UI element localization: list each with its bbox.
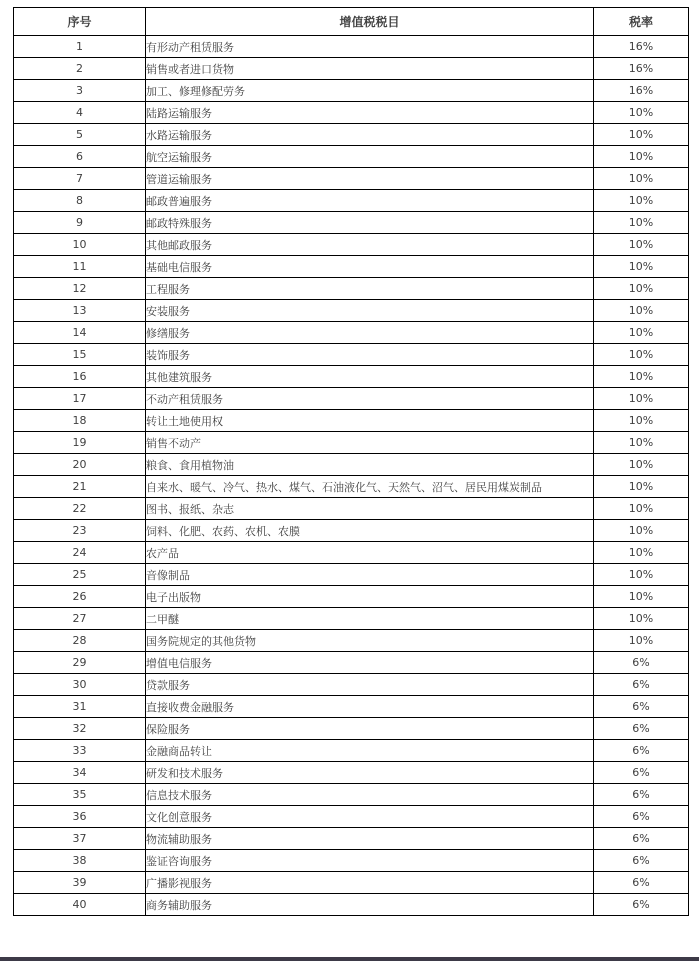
table-row xyxy=(14,432,689,454)
row-number-cell: 24 xyxy=(14,542,146,564)
row-rate-cell: 6% xyxy=(594,894,689,916)
row-number-cell: 36 xyxy=(14,806,146,828)
table-row xyxy=(14,762,689,784)
table-row xyxy=(14,894,689,916)
row-item-cell: 转让土地使用权 xyxy=(146,410,594,432)
row-number-cell: 30 xyxy=(14,674,146,696)
row-number-cell: 18 xyxy=(14,410,146,432)
table-row xyxy=(14,410,689,432)
row-item-cell: 陆路运输服务 xyxy=(146,102,594,124)
table-row xyxy=(14,674,689,696)
table-row xyxy=(14,36,689,58)
table-row xyxy=(14,58,689,80)
header-col-item: 增值税税目 xyxy=(146,8,594,36)
table-row xyxy=(14,652,689,674)
header-col-rate: 税率 xyxy=(594,8,689,36)
table-row xyxy=(14,388,689,410)
row-rate-cell: 10% xyxy=(594,146,689,168)
table-row xyxy=(14,234,689,256)
table-row xyxy=(14,476,689,498)
table-header-row xyxy=(14,8,689,36)
table-row xyxy=(14,190,689,212)
row-number-cell: 4 xyxy=(14,102,146,124)
row-item-cell: 有形动产租赁服务 xyxy=(146,36,594,58)
row-rate-cell: 10% xyxy=(594,234,689,256)
row-rate-cell: 10% xyxy=(594,300,689,322)
row-number-cell: 2 xyxy=(14,58,146,80)
row-number-cell: 28 xyxy=(14,630,146,652)
row-item-cell: 电子出版物 xyxy=(146,586,594,608)
row-number-cell: 16 xyxy=(14,366,146,388)
row-item-cell: 销售或者进口货物 xyxy=(146,58,594,80)
row-item-cell: 物流辅助服务 xyxy=(146,828,594,850)
table-row xyxy=(14,454,689,476)
row-rate-cell: 6% xyxy=(594,806,689,828)
table-row xyxy=(14,278,689,300)
table-row xyxy=(14,850,689,872)
row-number-cell: 15 xyxy=(14,344,146,366)
table-row xyxy=(14,828,689,850)
row-rate-cell: 16% xyxy=(594,36,689,58)
row-rate-cell: 10% xyxy=(594,102,689,124)
row-rate-cell: 10% xyxy=(594,278,689,300)
row-rate-cell: 10% xyxy=(594,366,689,388)
table-row xyxy=(14,564,689,586)
row-rate-cell: 10% xyxy=(594,344,689,366)
row-item-cell: 水路运输服务 xyxy=(146,124,594,146)
table-row xyxy=(14,630,689,652)
row-item-cell: 销售不动产 xyxy=(146,432,594,454)
header-col-no: 序号 xyxy=(14,8,146,36)
row-item-cell: 修缮服务 xyxy=(146,322,594,344)
row-item-cell: 鉴证咨询服务 xyxy=(146,850,594,872)
table-row xyxy=(14,344,689,366)
row-item-cell: 粮食、食用植物油 xyxy=(146,454,594,476)
row-rate-cell: 6% xyxy=(594,674,689,696)
row-rate-cell: 16% xyxy=(594,58,689,80)
row-number-cell: 37 xyxy=(14,828,146,850)
row-item-cell: 基础电信服务 xyxy=(146,256,594,278)
row-item-cell: 图书、报纸、杂志 xyxy=(146,498,594,520)
row-rate-cell: 10% xyxy=(594,586,689,608)
table-row xyxy=(14,806,689,828)
row-rate-cell: 10% xyxy=(594,388,689,410)
row-item-cell: 其他建筑服务 xyxy=(146,366,594,388)
row-number-cell: 6 xyxy=(14,146,146,168)
row-number-cell: 26 xyxy=(14,586,146,608)
table-row xyxy=(14,146,689,168)
row-item-cell: 音像制品 xyxy=(146,564,594,586)
row-rate-cell: 10% xyxy=(594,124,689,146)
row-rate-cell: 6% xyxy=(594,850,689,872)
row-rate-cell: 6% xyxy=(594,740,689,762)
row-rate-cell: 6% xyxy=(594,872,689,894)
row-number-cell: 31 xyxy=(14,696,146,718)
row-item-cell: 直接收费金融服务 xyxy=(146,696,594,718)
row-number-cell: 27 xyxy=(14,608,146,630)
row-number-cell: 39 xyxy=(14,872,146,894)
row-number-cell: 1 xyxy=(14,36,146,58)
row-item-cell: 国务院规定的其他货物 xyxy=(146,630,594,652)
row-item-cell: 研发和技术服务 xyxy=(146,762,594,784)
row-number-cell: 35 xyxy=(14,784,146,806)
row-rate-cell: 6% xyxy=(594,696,689,718)
row-number-cell: 21 xyxy=(14,476,146,498)
row-number-cell: 19 xyxy=(14,432,146,454)
row-item-cell: 邮政普遍服务 xyxy=(146,190,594,212)
row-rate-cell: 10% xyxy=(594,322,689,344)
row-rate-cell: 6% xyxy=(594,762,689,784)
row-item-cell: 农产品 xyxy=(146,542,594,564)
row-number-cell: 40 xyxy=(14,894,146,916)
row-number-cell: 32 xyxy=(14,718,146,740)
row-number-cell: 7 xyxy=(14,168,146,190)
row-item-cell: 邮政特殊服务 xyxy=(146,212,594,234)
row-number-cell: 25 xyxy=(14,564,146,586)
table-row xyxy=(14,498,689,520)
row-rate-cell: 6% xyxy=(594,652,689,674)
row-number-cell: 17 xyxy=(14,388,146,410)
row-item-cell: 商务辅助服务 xyxy=(146,894,594,916)
row-number-cell: 38 xyxy=(14,850,146,872)
row-rate-cell: 10% xyxy=(594,410,689,432)
row-item-cell: 不动产租赁服务 xyxy=(146,388,594,410)
row-rate-cell: 6% xyxy=(594,784,689,806)
row-item-cell: 自来水、暖气、冷气、热水、煤气、石油液化气、天然气、沼气、居民用煤炭制品 xyxy=(146,476,594,498)
row-item-cell: 安装服务 xyxy=(146,300,594,322)
row-item-cell: 航空运输服务 xyxy=(146,146,594,168)
table-row xyxy=(14,608,689,630)
vat-rate-table xyxy=(13,7,689,916)
table-row xyxy=(14,784,689,806)
table-row xyxy=(14,168,689,190)
table-row xyxy=(14,212,689,234)
row-number-cell: 22 xyxy=(14,498,146,520)
row-item-cell: 增值电信服务 xyxy=(146,652,594,674)
row-rate-cell: 10% xyxy=(594,564,689,586)
row-number-cell: 34 xyxy=(14,762,146,784)
row-rate-cell: 10% xyxy=(594,476,689,498)
page-bottom-edge xyxy=(0,957,699,961)
row-rate-cell: 10% xyxy=(594,498,689,520)
row-rate-cell: 10% xyxy=(594,212,689,234)
row-number-cell: 5 xyxy=(14,124,146,146)
row-rate-cell: 10% xyxy=(594,432,689,454)
row-item-cell: 信息技术服务 xyxy=(146,784,594,806)
row-number-cell: 8 xyxy=(14,190,146,212)
row-number-cell: 10 xyxy=(14,234,146,256)
row-item-cell: 二甲醚 xyxy=(146,608,594,630)
row-item-cell: 工程服务 xyxy=(146,278,594,300)
table-row xyxy=(14,322,689,344)
row-item-cell: 文化创意服务 xyxy=(146,806,594,828)
row-number-cell: 3 xyxy=(14,80,146,102)
table-row xyxy=(14,520,689,542)
row-number-cell: 12 xyxy=(14,278,146,300)
row-item-cell: 保险服务 xyxy=(146,718,594,740)
table-row xyxy=(14,256,689,278)
row-number-cell: 14 xyxy=(14,322,146,344)
table-row xyxy=(14,124,689,146)
row-rate-cell: 10% xyxy=(594,520,689,542)
row-item-cell: 加工、修理修配劳务 xyxy=(146,80,594,102)
row-item-cell: 装饰服务 xyxy=(146,344,594,366)
row-item-cell: 贷款服务 xyxy=(146,674,594,696)
table-row xyxy=(14,696,689,718)
table-row xyxy=(14,872,689,894)
table-row xyxy=(14,740,689,762)
row-rate-cell: 10% xyxy=(594,256,689,278)
row-item-cell: 广播影视服务 xyxy=(146,872,594,894)
row-item-cell: 金融商品转让 xyxy=(146,740,594,762)
row-rate-cell: 16% xyxy=(594,80,689,102)
table-row xyxy=(14,102,689,124)
row-item-cell: 饲料、化肥、农药、农机、农膜 xyxy=(146,520,594,542)
row-rate-cell: 10% xyxy=(594,608,689,630)
row-number-cell: 33 xyxy=(14,740,146,762)
row-number-cell: 23 xyxy=(14,520,146,542)
row-number-cell: 11 xyxy=(14,256,146,278)
row-item-cell: 其他邮政服务 xyxy=(146,234,594,256)
table-row xyxy=(14,80,689,102)
table-row xyxy=(14,300,689,322)
row-number-cell: 20 xyxy=(14,454,146,476)
table-row xyxy=(14,718,689,740)
row-rate-cell: 6% xyxy=(594,718,689,740)
row-rate-cell: 10% xyxy=(594,454,689,476)
table-row xyxy=(14,542,689,564)
row-item-cell: 管道运输服务 xyxy=(146,168,594,190)
row-rate-cell: 10% xyxy=(594,190,689,212)
row-number-cell: 13 xyxy=(14,300,146,322)
row-number-cell: 29 xyxy=(14,652,146,674)
row-rate-cell: 10% xyxy=(594,630,689,652)
row-number-cell: 9 xyxy=(14,212,146,234)
row-rate-cell: 6% xyxy=(594,828,689,850)
row-rate-cell: 10% xyxy=(594,542,689,564)
row-rate-cell: 10% xyxy=(594,168,689,190)
table-row xyxy=(14,586,689,608)
table-row xyxy=(14,366,689,388)
